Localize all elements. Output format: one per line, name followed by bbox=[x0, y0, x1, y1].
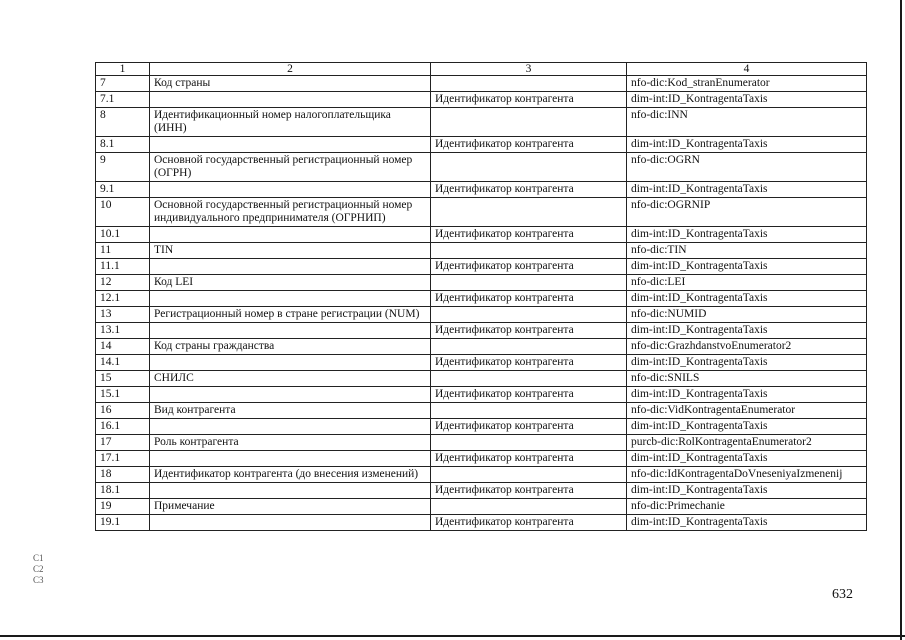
row-number-cell: 11 bbox=[96, 243, 150, 259]
row-attribute-cell bbox=[431, 467, 627, 483]
row-number-cell: 18 bbox=[96, 467, 150, 483]
row-code-cell: dim-int:ID_KontragentaTaxis bbox=[627, 515, 867, 531]
row-name-cell: Основной государственный регистрационный номер индивидуального предпринимателя (ОГРНИП) bbox=[150, 198, 431, 227]
row-code-cell: nfo-dic:GrazhdanstvoEnumerator2 bbox=[627, 339, 867, 355]
row-name-cell bbox=[150, 387, 431, 403]
row-number-cell: 10 bbox=[96, 198, 150, 227]
row-name-cell bbox=[150, 182, 431, 198]
table-row bbox=[96, 291, 867, 307]
row-attribute-cell: Идентификатор контрагента bbox=[431, 451, 627, 467]
table-row bbox=[96, 227, 867, 243]
row-number-cell: 13 bbox=[96, 307, 150, 323]
row-attribute-cell bbox=[431, 339, 627, 355]
row-name-cell bbox=[150, 515, 431, 531]
table-row bbox=[96, 153, 867, 182]
row-attribute-cell bbox=[431, 76, 627, 92]
column-header: 1 bbox=[96, 63, 150, 76]
row-attribute-cell: Идентификатор контрагента bbox=[431, 182, 627, 198]
margin-mark: C1 bbox=[33, 553, 44, 563]
row-name-cell: Регистрационный номер в стране регистрации (NUM) bbox=[150, 307, 431, 323]
table-row bbox=[96, 467, 867, 483]
row-name-cell bbox=[150, 451, 431, 467]
row-code-cell: nfo-dic:IdKontragentaDoVneseniyaIzmenenij bbox=[627, 467, 867, 483]
table-header-row bbox=[96, 63, 867, 76]
row-code-cell: dim-int:ID_KontragentaTaxis bbox=[627, 137, 867, 153]
row-number-cell: 11.1 bbox=[96, 259, 150, 275]
row-attribute-cell: Идентификатор контрагента bbox=[431, 323, 627, 339]
row-attribute-cell: Идентификатор контрагента bbox=[431, 515, 627, 531]
table-row bbox=[96, 451, 867, 467]
row-name-cell bbox=[150, 291, 431, 307]
row-attribute-cell: Идентификатор контрагента bbox=[431, 291, 627, 307]
table-row bbox=[96, 275, 867, 291]
row-attribute-cell: Идентификатор контрагента bbox=[431, 355, 627, 371]
row-number-cell: 14 bbox=[96, 339, 150, 355]
row-code-cell: dim-int:ID_KontragentaTaxis bbox=[627, 387, 867, 403]
row-attribute-cell: Идентификатор контрагента bbox=[431, 227, 627, 243]
table-row bbox=[96, 307, 867, 323]
row-code-cell: nfo-dic:LEI bbox=[627, 275, 867, 291]
row-code-cell: purcb-dic:RolKontragentaEnumerator2 bbox=[627, 435, 867, 451]
row-number-cell: 15.1 bbox=[96, 387, 150, 403]
table-row bbox=[96, 339, 867, 355]
row-name-cell: СНИЛС bbox=[150, 371, 431, 387]
row-name-cell: Код страны гражданства bbox=[150, 339, 431, 355]
row-attribute-cell bbox=[431, 108, 627, 137]
row-number-cell: 9.1 bbox=[96, 182, 150, 198]
table-row bbox=[96, 403, 867, 419]
column-header: 4 bbox=[627, 63, 867, 76]
row-code-cell: nfo-dic:SNILS bbox=[627, 371, 867, 387]
column-header: 3 bbox=[431, 63, 627, 76]
row-code-cell: nfo-dic:OGRNIP bbox=[627, 198, 867, 227]
row-code-cell: dim-int:ID_KontragentaTaxis bbox=[627, 291, 867, 307]
table-row bbox=[96, 323, 867, 339]
row-code-cell: nfo-dic:INN bbox=[627, 108, 867, 137]
table-body bbox=[96, 76, 867, 531]
row-attribute-cell bbox=[431, 198, 627, 227]
row-number-cell: 10.1 bbox=[96, 227, 150, 243]
page-border-bottom bbox=[0, 635, 905, 637]
row-number-cell: 13.1 bbox=[96, 323, 150, 339]
row-number-cell: 9 bbox=[96, 153, 150, 182]
row-name-cell: Код LEI bbox=[150, 275, 431, 291]
row-code-cell: nfo-dic:VidKontragentaEnumerator bbox=[627, 403, 867, 419]
row-name-cell: Идентификационный номер налогоплательщика (ИНН) bbox=[150, 108, 431, 137]
row-name-cell bbox=[150, 137, 431, 153]
margin-mark: C2 bbox=[33, 564, 44, 574]
page-number: 632 bbox=[832, 587, 853, 602]
row-attribute-cell: Идентификатор контрагента bbox=[431, 387, 627, 403]
row-attribute-cell: Идентификатор контрагента bbox=[431, 483, 627, 499]
row-attribute-cell bbox=[431, 275, 627, 291]
row-number-cell: 17.1 bbox=[96, 451, 150, 467]
table-row bbox=[96, 371, 867, 387]
row-number-cell: 8 bbox=[96, 108, 150, 137]
row-name-cell: Роль контрагента bbox=[150, 435, 431, 451]
table-row bbox=[96, 182, 867, 198]
row-attribute-cell bbox=[431, 499, 627, 515]
row-number-cell: 19 bbox=[96, 499, 150, 515]
row-name-cell: Вид контрагента bbox=[150, 403, 431, 419]
page-border-right bbox=[900, 0, 902, 640]
row-code-cell: dim-int:ID_KontragentaTaxis bbox=[627, 419, 867, 435]
margin-mark: C3 bbox=[33, 575, 44, 585]
table-row bbox=[96, 355, 867, 371]
table-row bbox=[96, 387, 867, 403]
row-name-cell: Код страны bbox=[150, 76, 431, 92]
row-number-cell: 17 bbox=[96, 435, 150, 451]
row-name-cell: Идентификатор контрагента (до внесения изменений) bbox=[150, 467, 431, 483]
row-name-cell bbox=[150, 483, 431, 499]
table-row bbox=[96, 499, 867, 515]
row-attribute-cell: Идентификатор контрагента bbox=[431, 419, 627, 435]
row-name-cell bbox=[150, 227, 431, 243]
table-row bbox=[96, 243, 867, 259]
row-attribute-cell bbox=[431, 243, 627, 259]
table-row bbox=[96, 515, 867, 531]
row-name-cell bbox=[150, 355, 431, 371]
row-name-cell: TIN bbox=[150, 243, 431, 259]
row-number-cell: 16 bbox=[96, 403, 150, 419]
row-code-cell: dim-int:ID_KontragentaTaxis bbox=[627, 92, 867, 108]
table-row bbox=[96, 419, 867, 435]
row-name-cell: Основной государственный регистрационный номер (ОГРН) bbox=[150, 153, 431, 182]
table-row bbox=[96, 92, 867, 108]
row-number-cell: 15 bbox=[96, 371, 150, 387]
row-code-cell: dim-int:ID_KontragentaTaxis bbox=[627, 451, 867, 467]
row-number-cell: 14.1 bbox=[96, 355, 150, 371]
table-row bbox=[96, 108, 867, 137]
row-name-cell bbox=[150, 419, 431, 435]
row-code-cell: dim-int:ID_KontragentaTaxis bbox=[627, 355, 867, 371]
row-code-cell: nfo-dic:Primechanie bbox=[627, 499, 867, 515]
row-attribute-cell bbox=[431, 435, 627, 451]
column-header: 2 bbox=[150, 63, 431, 76]
row-number-cell: 12 bbox=[96, 275, 150, 291]
row-attribute-cell bbox=[431, 371, 627, 387]
row-name-cell: Примечание bbox=[150, 499, 431, 515]
row-code-cell: dim-int:ID_KontragentaTaxis bbox=[627, 323, 867, 339]
row-attribute-cell bbox=[431, 403, 627, 419]
row-attribute-cell bbox=[431, 153, 627, 182]
row-number-cell: 8.1 bbox=[96, 137, 150, 153]
row-attribute-cell bbox=[431, 307, 627, 323]
row-name-cell bbox=[150, 92, 431, 108]
row-code-cell: dim-int:ID_KontragentaTaxis bbox=[627, 227, 867, 243]
row-attribute-cell: Идентификатор контрагента bbox=[431, 259, 627, 275]
table-row bbox=[96, 137, 867, 153]
row-code-cell: nfo-dic:OGRN bbox=[627, 153, 867, 182]
row-code-cell: nfo-dic:NUMID bbox=[627, 307, 867, 323]
table-row bbox=[96, 198, 867, 227]
row-code-cell: dim-int:ID_KontragentaTaxis bbox=[627, 483, 867, 499]
table-row bbox=[96, 483, 867, 499]
row-attribute-cell: Идентификатор контрагента bbox=[431, 137, 627, 153]
row-code-cell: dim-int:ID_KontragentaTaxis bbox=[627, 259, 867, 275]
row-code-cell: nfo-dic:TIN bbox=[627, 243, 867, 259]
row-attribute-cell: Идентификатор контрагента bbox=[431, 92, 627, 108]
row-number-cell: 12.1 bbox=[96, 291, 150, 307]
table-row bbox=[96, 435, 867, 451]
row-code-cell: nfo-dic:Kod_stranEnumerator bbox=[627, 76, 867, 92]
table-row bbox=[96, 76, 867, 92]
row-number-cell: 19.1 bbox=[96, 515, 150, 531]
row-code-cell: dim-int:ID_KontragentaTaxis bbox=[627, 182, 867, 198]
row-name-cell bbox=[150, 259, 431, 275]
table-row bbox=[96, 259, 867, 275]
row-number-cell: 7.1 bbox=[96, 92, 150, 108]
row-name-cell bbox=[150, 323, 431, 339]
row-number-cell: 16.1 bbox=[96, 419, 150, 435]
row-number-cell: 18.1 bbox=[96, 483, 150, 499]
row-number-cell: 7 bbox=[96, 76, 150, 92]
document-table bbox=[95, 62, 867, 531]
